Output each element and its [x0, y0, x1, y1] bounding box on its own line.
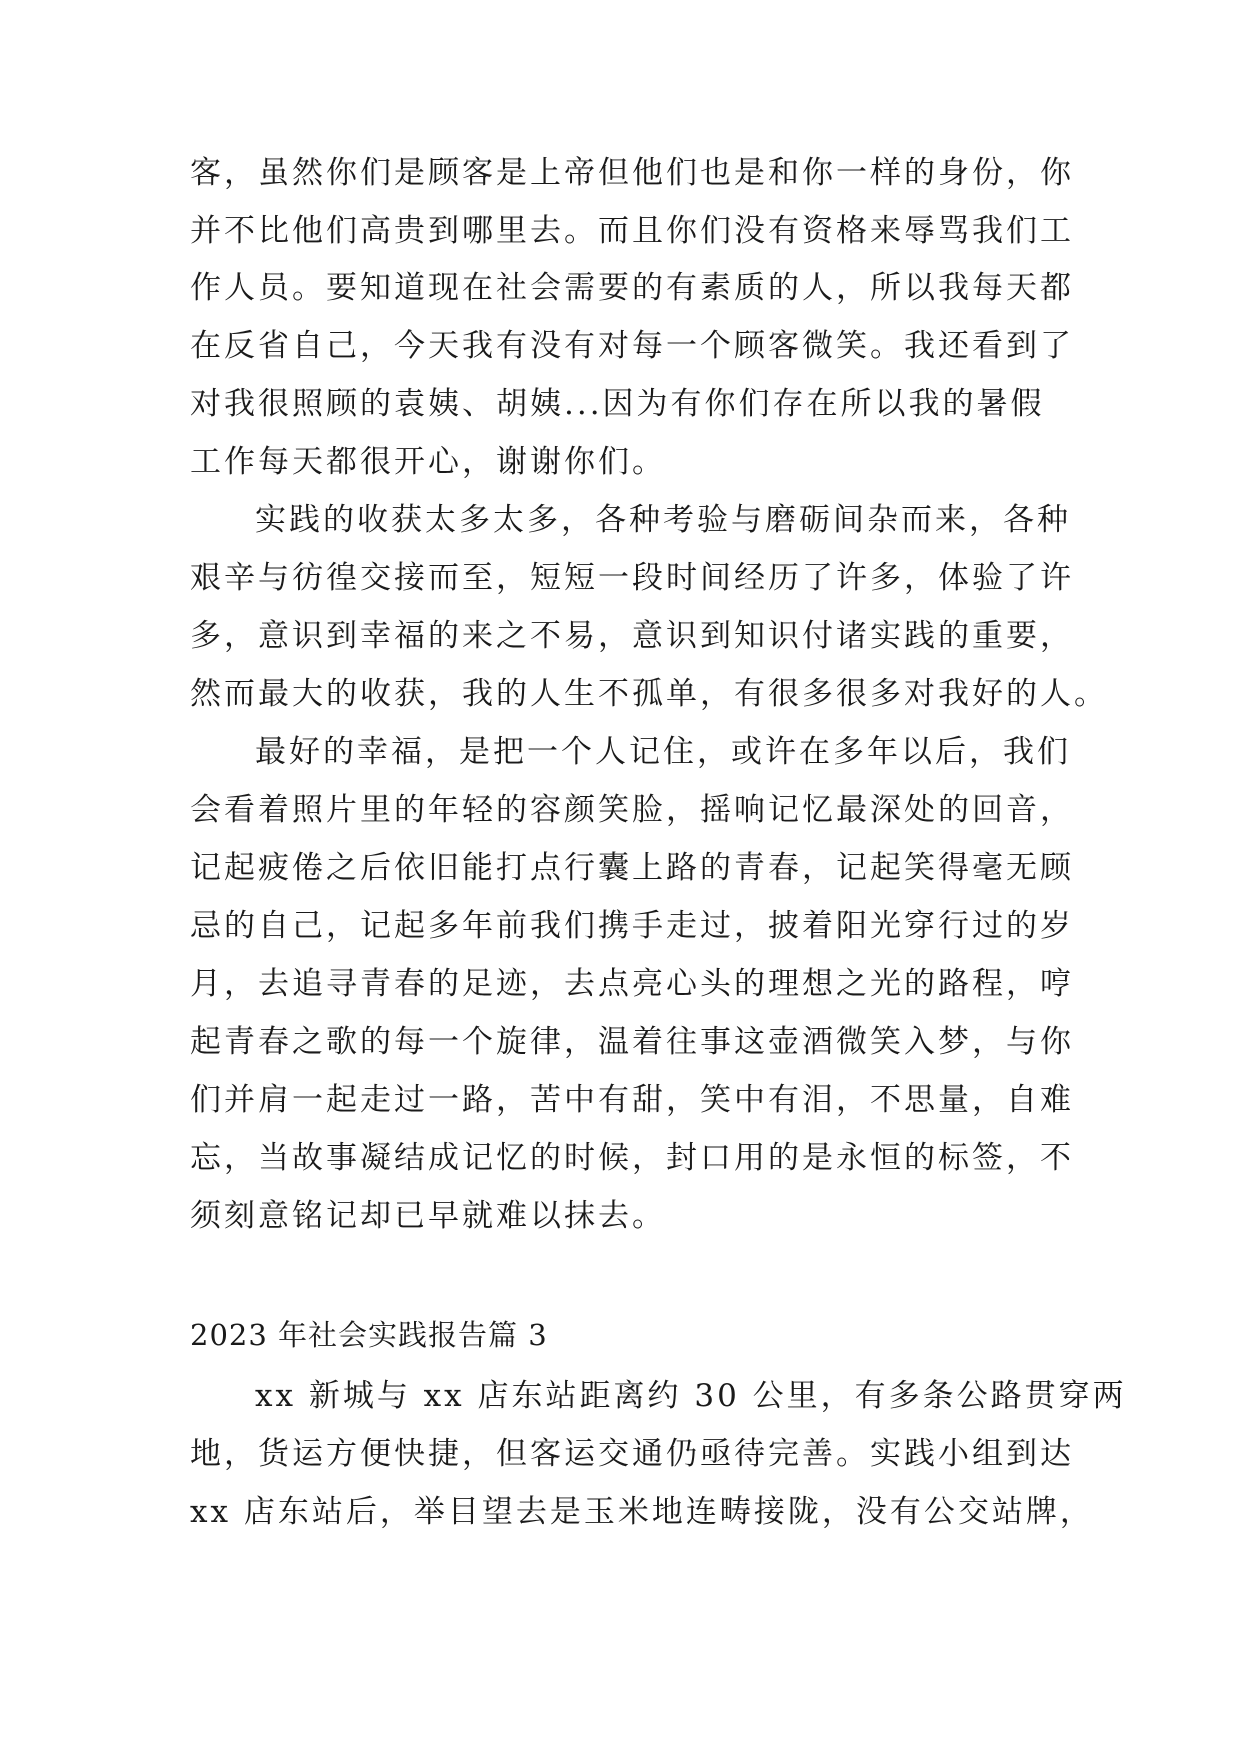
paragraph-4-line-2: 地，货运方便快捷，但客运交通仍亟待完善。实践小组到达: [190, 1436, 1074, 1472]
section-heading: 2023 年社会实践报告篇 3: [190, 1318, 548, 1352]
paragraph-1-line-3: 作人员。要知道现在社会需要的有素质的人，所以我每天都: [190, 270, 1074, 306]
paragraph-3-line-6: 起青春之歌的每一个旋律，温着往事这壶酒微笑入梦，与你: [190, 1024, 1074, 1060]
paragraph-2-line-3: 多，意识到幸福的来之不易，意识到知识付诸实践的重要，: [190, 618, 1074, 654]
paragraph-3-line-7: 们并肩一起走过一路，苦中有甜，笑中有泪，不思量，自难: [190, 1082, 1074, 1118]
paragraph-1-line-4: 在反省自己，今天我有没有对每一个顾客微笑。我还看到了: [190, 328, 1074, 364]
paragraph-3-line-3: 记起疲倦之后依旧能打点行囊上路的青春，记起笑得毫无顾: [190, 850, 1074, 886]
paragraph-4-line-1: xx 新城与 xx 店东站距离约 30 公里，有多条公路贯穿两: [255, 1378, 1127, 1414]
paragraph-3-line-8: 忘，当故事凝结成记忆的时候，封口用的是永恒的标签，不: [190, 1140, 1074, 1176]
paragraph-1-line-1: 客，虽然你们是顾客是上帝但他们也是和你一样的身份，你: [190, 155, 1074, 191]
paragraph-3-line-5: 月，去追寻青春的足迹，去点亮心头的理想之光的路程，哼: [190, 966, 1074, 1002]
paragraph-3-line-2: 会看着照片里的年轻的容颜笑脸，摇响记忆最深处的回音，: [190, 792, 1074, 828]
paragraph-2-line-1: 实践的收获太多太多，各种考验与磨砺间杂而来，各种: [255, 502, 1071, 538]
paragraph-1-line-5: 对我很照顾的袁姨、胡姨...因为有你们存在所以我的暑假: [190, 386, 1045, 422]
paragraph-2-line-4: 然而最大的收获，我的人生不孤单，有很多很多对我好的人。: [190, 676, 1108, 712]
paragraph-1-line-6: 工作每天都很开心，谢谢你们。: [190, 444, 666, 480]
paragraph-3-line-1: 最好的幸福，是把一个人记住，或许在多年以后，我们: [255, 734, 1071, 770]
paragraph-1-line-2: 并不比他们高贵到哪里去。而且你们没有资格来辱骂我们工: [190, 213, 1074, 249]
paragraph-3-line-4: 忌的自己，记起多年前我们携手走过，披着阳光穿行过的岁: [190, 908, 1074, 944]
paragraph-4-line-3: xx 店东站后，举目望去是玉米地连畴接陇，没有公交站牌，: [190, 1494, 1094, 1530]
paragraph-3-line-9: 须刻意铭记却已早就难以抹去。: [190, 1198, 666, 1234]
paragraph-2-line-2: 艰辛与彷徨交接而至，短短一段时间经历了许多，体验了许: [190, 560, 1074, 596]
